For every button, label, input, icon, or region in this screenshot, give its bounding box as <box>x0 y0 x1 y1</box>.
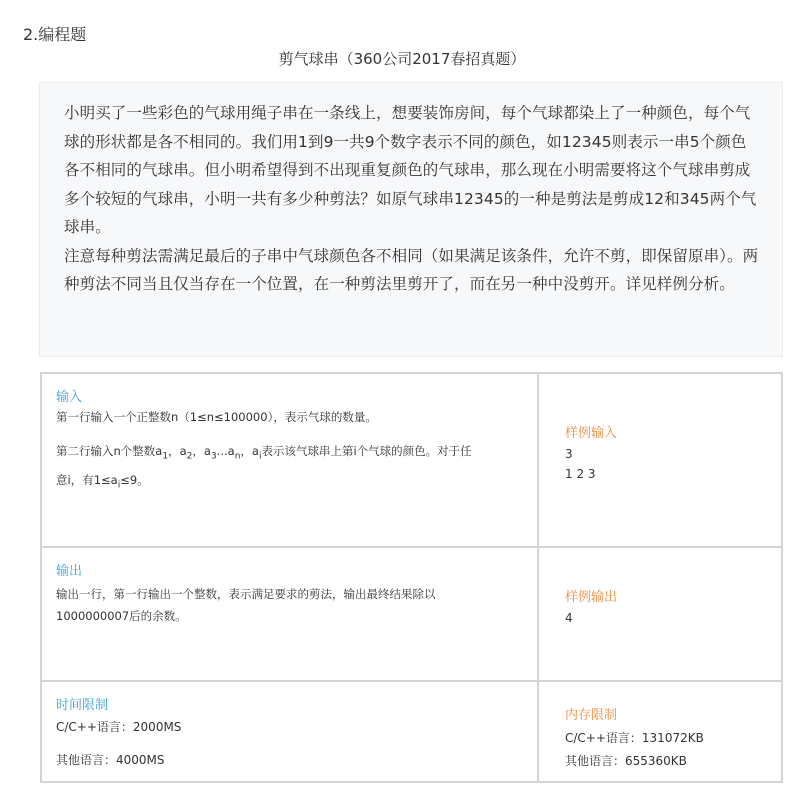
input-line-2: 第二行输入n个整数$a_1$，$a_2$，$a_3...a_n$，$a_i$表示该气球串上第i个气球的颜色。对于任 <box>56 444 472 462</box>
sample-output-label: 样例输出 <box>565 590 618 605</box>
spec-table <box>40 372 783 783</box>
sample-input-cell <box>565 422 765 481</box>
output-line-2: 1000000007后的余数。 <box>56 609 187 623</box>
input-line-3: 意i，有$1\le a_i\le 9$。 <box>56 473 149 491</box>
memory-limit-cell <box>565 704 765 769</box>
output-label: 输出 <box>56 564 83 579</box>
memory-limit-cpp: C/C++语言：131072KB <box>565 731 704 745</box>
problem-description <box>39 82 783 357</box>
output-line-1: 输出一行，第一行输出一个整数，表示满足要求的剪法，输出最终结果除以 <box>56 587 436 601</box>
description-paragraph-1: 小明买了一些彩色的气球用绳子串在一条线上，想要装饰房间，每个气球都染上了一种颜色，每个气球的形状都是各不相同的。我们用1到9一共9个数字表示不同的颜色，如12345则表示一串5个颜色各不相同的气球串。但小明希望得到不出现重复颜色的气球串，那么现在小明需要将这个气球串剪成多个较短的气球串，小明一共有多少种剪法？如原气球串12345的一种是剪法是剪成12和345两个气球串。 <box>64 104 757 236</box>
time-limit-cpp: C/C++语言：2000MS <box>56 720 182 734</box>
memory-limit-other: 其他语言：655360KB <box>565 754 687 768</box>
input-label: 输入 <box>56 390 83 405</box>
sample-input-line-2: 1 2 3 <box>565 467 596 481</box>
time-limit-label: 时间限制 <box>56 698 109 713</box>
time-limit-cell <box>56 694 526 768</box>
sample-input-line-1: 3 <box>565 447 573 461</box>
input-line-1: 第一行输入一个正整数n（1≤n≤100000），表示气球的数量。 <box>56 410 377 424</box>
memory-limit-label: 内存限制 <box>565 708 618 723</box>
time-limit-other: 其他语言：4000MS <box>56 753 165 767</box>
sample-input-label: 样例输入 <box>565 426 618 441</box>
question-number: 2.编程题 <box>23 25 87 44</box>
sample-output-cell <box>565 586 765 625</box>
output-cell <box>56 560 526 627</box>
input-cell <box>56 386 526 496</box>
description-paragraph-2: 注意每种剪法需满足最后的子串中气球颜色各不相同（如果满足该条件，允许不剪，即保留原串）。两种剪法不同当且仅当存在一个位置，在一种剪法里剪开了，而在另一种中没剪开。详见样例分析。 <box>64 246 759 293</box>
sample-output-line-1: 4 <box>565 611 573 625</box>
question-title: 剪气球串（360公司2017春招真题） <box>278 50 526 68</box>
